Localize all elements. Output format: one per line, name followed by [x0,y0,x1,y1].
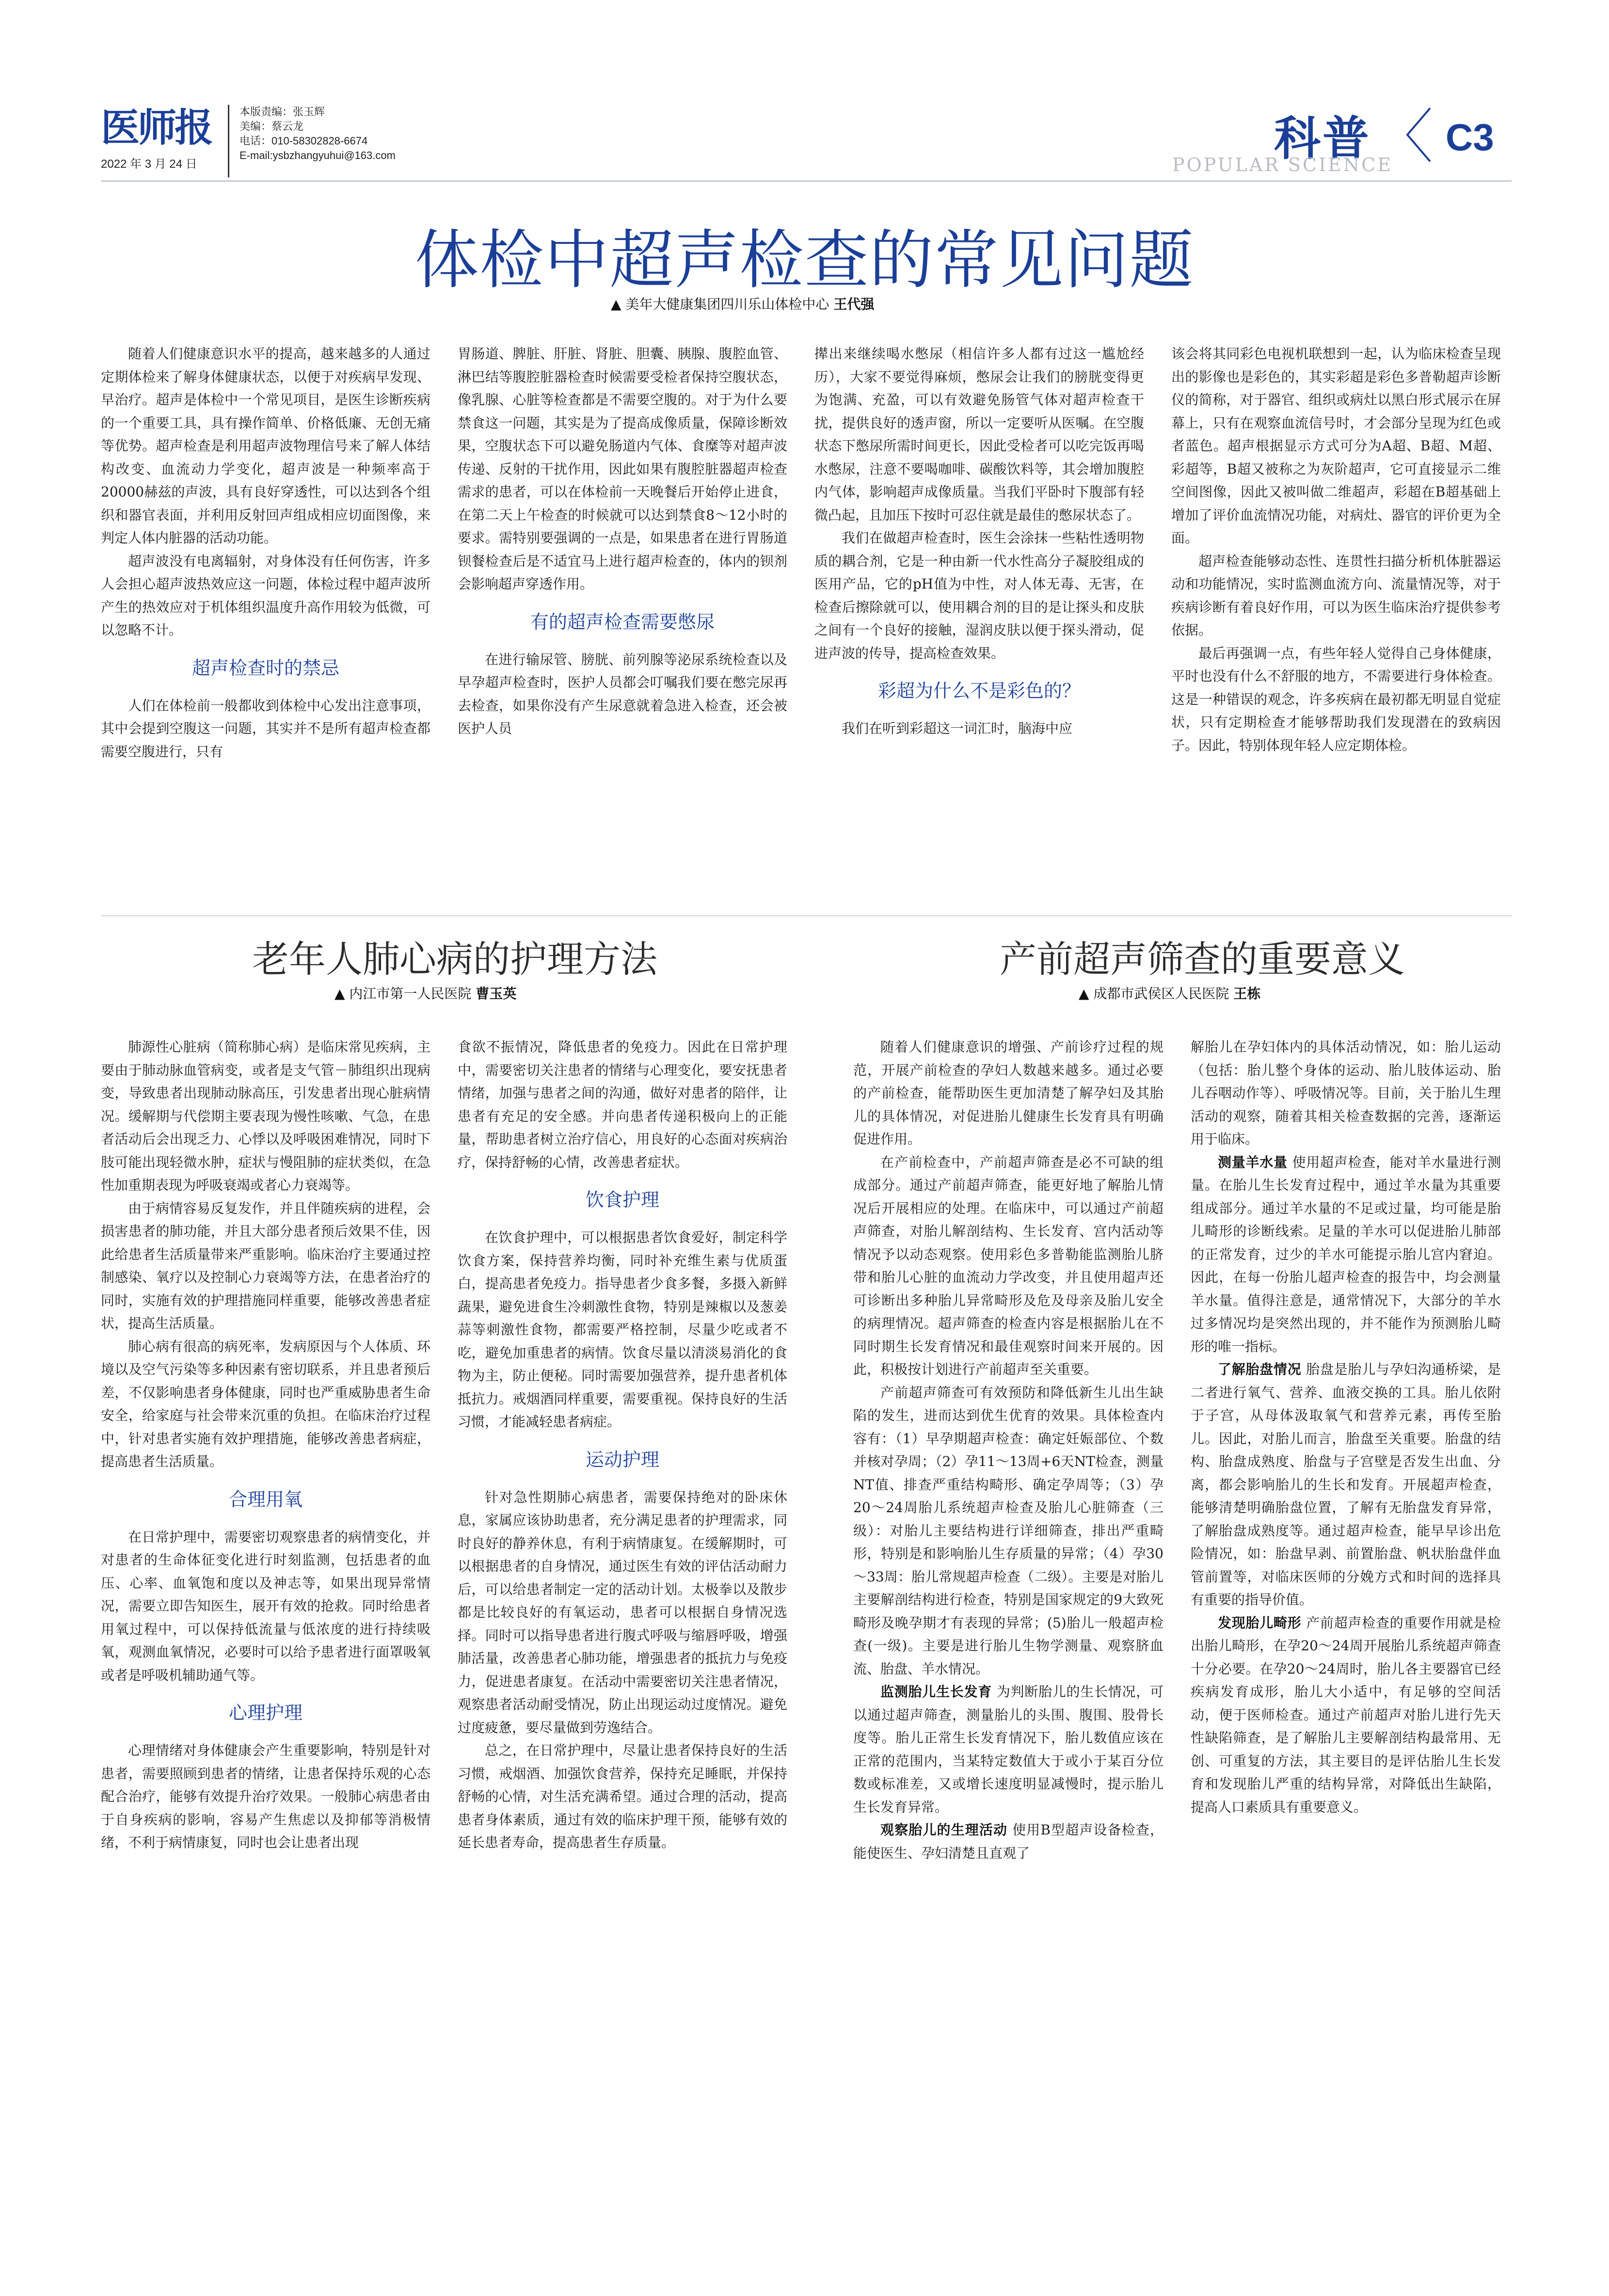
page-number: C3 [1446,116,1494,159]
paragraph [101,1739,430,1854]
paragraph [458,342,787,596]
subheading: 合理用氧 [228,1488,303,1510]
paragraph [1191,1151,1501,1358]
paragraph-text: 使用超声检查，能对羊水量进行测量。在胎儿生长发育过程中，通过羊水量为其重要组成部分。通过羊水量的不足或过量，均可能是胎儿畸形的诊断线索。足量的羊水可以促进胎儿肺部的正常发育，过少的羊水可能提示胎儿宫内窘迫。因此，在每一份胎儿超声检查的报告中，均会测量羊水量。值得注意是，通常情况下，大部分的羊水过多情况均是突然出现的，并不能作为预测胎儿畸形的唯一指标。 [1191,1154,1501,1355]
article-3-byline [1079,983,1260,1003]
paragraph [101,694,430,764]
paragraph-text: 使用B型超声设备检查，能使医生、孕妇清楚且直观了 [853,1822,1163,1861]
paragraph [1171,550,1501,642]
paragraph [853,1036,1163,1151]
subheading: 心理护理 [228,1702,303,1723]
article-1-column-3 [814,342,1144,740]
section-title-en: POPULAR SCIENCE [1172,154,1393,175]
paragraph-text: 产前超声筛查可有效预防和降低新生儿出生缺陷的发生，进而达到优生优育的效果。具体检查内容有：（1）早孕期超声检查：确定妊娠部位、个数并核对孕周；（2）孕11～13周+6天NT检查，测量NT值、排查严重结构畸形、确定孕周等；（3）孕20～24周胎儿系统超声检查及胎儿心脏筛查（三级）：对胎儿主要结构进行详细筛查，排出严重畸形，特别是和影响胎儿生存质量的异常；（4）孕30～33周：胎儿常规超声检查（二级）。主要是对胎儿主要解剖结构进行检查，特别是国家规定的9大致死畸形及晚孕期才有表现的异常；(5)胎儿一般超声检查(一级)。主要是进行胎儿生物学测量、观察脐血流、胎盘、羊水情况。 [853,1384,1163,1677]
masthead-divider [228,105,229,177]
paragraph-text: 肺源性心脏病（简称肺心病）是临床常见疾病，主要由于肺动脉血管病变，或者是支气管－肺组织出现病变，导致患者出现肺动脉高压，引发患者出现心脏病情况。缓解期与代偿期主要表现为慢性咳嗽、气急，在患者活动后会出现乏力、心悸以及呼吸困难情况，同时下肢可能出现轻微水肿，症状与慢阻肺的症状类似，在急性加重期表现为呼吸衰竭或者心力衰竭等。 [101,1039,430,1193]
paragraph [101,1197,430,1335]
paragraph [101,342,430,550]
subheading: 有的超声检查需要憋尿 [530,611,715,633]
paragraph-lead: 观察胎儿的生理活动 [880,1822,1008,1838]
paragraph [458,1036,787,1174]
paragraph-text: 超声检查能够动态性、连贯性扫描分析机体脏器运动和功能情况，实时监测血流方向、流量情况等，对于疾病诊断有着良好作用，可以为医生临床治疗提供参考依据。 [1171,553,1501,638]
paragraph [1191,1611,1501,1819]
paragraph-text: 该会将其同彩色电视机联想到一起，认为临床检查呈现出的影像也是彩色的，其实彩超是彩色多普勒超声诊断仪的简称，对于器官、组织或病灶以黑白形式展示在屏幕上，只有在观察血流信号时，才会部分呈现为红色或者蓝色。超声根据显示方式可分为A超、B超、M超、彩超等，B超又被称之为灰阶超声，它可直接显示二维空间图像，因此又被叫做二维超声，彩超在B超基础上增加了评价血流情况功能，对病灶、器官的评价更为全面。 [1171,346,1501,546]
paragraph-text: 人们在体检前一般都收到体检中心发出注意事项，其中会提到空腹这一问题，其实并不是所有超声检查都需要空腹进行，只有 [101,697,430,760]
byline-org: ▲ 美年大健康集团四川乐山体检中心 [611,296,829,312]
paragraph-text: 在进行输尿管、膀胱、前列腺等泌尿系统检查以及早孕超声检查时，医护人员都会叮嘱我们要在憋完尿再去检查，如果你没有产生尿意就着急进入检查，还会被医护人员 [458,651,787,736]
paragraph [814,526,1144,665]
paragraph [1191,1036,1501,1151]
paragraph-text: 随着人们健康意识水平的提高，越来越多的人通过定期体检来了解身体健康状态，以便于对疾病早发现、早治疗。超声是体检中一个常见项目，是医生诊断疾病的一个重要工具，具有操作简单、价格低廉、无创无痛等优势。超声检查是利用超声波物理信号来了解人体结构改变、血流动力学变化，超声波是一种频率高于20000赫兹的声波，具有良好穿透性，可以达到各个组织和器官表面，并利用反射回声组成相应切面图像，来判定人体内脏器的活动功能。 [101,346,430,546]
paragraph-text: 在饮食护理中，可以根据患者饮食爱好，制定科学饮食方案，保持营养均衡，同时补充维生素与优质蛋白，提高患者免疫力。指导患者少食多餐，多摄入新鲜蔬果，避免进食生冷刺激性食物，特别是辣椒以及葱姜蒜等刺激性食物，都需要严格控制，尽量少吃或者不吃，避免加重患者的病情。饮食尽量以清淡易消化的食物为主，防止便秘。同时需要加强营养，提升患者机体抵抗力。戒烟酒同样重要，需要重视。保持良好的生活习惯，才能减轻患者病症。 [458,1229,787,1430]
credit-editor: 本版责编：张玉辉 [239,106,325,118]
paragraph-text: 食欲不振情况，降低患者的免疫力。因此在日常护理中，需要密切关注患者的情绪与心理变化，要安抚患者情绪，加强与患者之间的沟通，做好对患者的陪伴，让患者有充足的安全感。并向患者传递积极向上的正能量，帮助患者树立治疗信心，用良好的心态面对疾病治疗，保持舒畅的心情，改善患者症状。 [458,1039,787,1170]
paragraph-text: 由于病情容易反复发作，并且伴随疾病的进程，会损害患者的肺功能，并且大部分患者预后效果不佳，因此给患者生活质量带来严重影响。临床治疗主要通过控制感染、氧疗以及控制心力衰竭等方法，在患者治疗的同时，实施有效的护理措施同样重要，能够改善患者症状，提高生活质量。 [101,1200,430,1331]
issue-date: 2022 年 3 月 24 日 [101,158,197,171]
subheading: 饮食护理 [585,1189,659,1211]
paragraph-lead: 监测胎儿生长发育 [880,1684,992,1700]
article-1-headline: 体检中超声检查的常见问题 [414,223,1195,298]
paragraph [814,342,1144,526]
article-3-column-1 [853,1036,1163,1865]
masthead-rule [101,180,1512,182]
paragraph [101,550,430,642]
paragraph-text: 为判断胎儿的生长情况，可以通过超声筛查，测量胎儿的头围、腹围、股骨长度等。胎儿正常生长发育情况下，胎儿数值应该在正常的范围内，当某特定数值大于或小于某百分位数或标准差，又或增长速度明显减慢时，提示胎儿生长发育异常。 [853,1684,1163,1815]
section-divider [101,915,1512,916]
paragraph [853,1151,1163,1381]
credit-email: E-mail:ysbzhangyuhui@163.com [239,149,396,161]
paragraph [853,1818,1163,1865]
byline-org: ▲ 内江市第一人民医院 [335,986,472,1002]
paragraph [1171,642,1501,757]
masthead-logo: 医师报 [101,105,211,150]
paragraph [458,648,787,740]
paragraph [101,1526,430,1687]
paragraph-text: 肺心病有很高的病死率，发病原因与个人体质、环境以及空气污染等多种因素有密切联系，并且患者预后差，不仅影响患者身体健康，同时也严重威胁患者生命安全，给家庭与社会带来沉重的负担。在临床治疗过程中，针对患者实施有效护理措施，能够改善患者病症，提高患者生活质量。 [101,1338,430,1469]
byline-author: 曹玉英 [476,986,517,1002]
paragraph [458,1486,787,1739]
paragraph [458,1226,787,1434]
paragraph-text: 最后再强调一点，有些年轻人觉得自己身体健康，平时也没有什么不舒服的地方，不需要进行身体检查。这是一种错误的观念，许多疾病在最初都无明显自觉症状，只有定期检查才能够帮助我们发现潜在的致病因子。因此，特别体现年轻人应定期体检。 [1171,645,1501,753]
chevron-left-icon [1403,106,1433,164]
paragraph-text: 撵出来继续喝水憋尿（相信许多人都有过这一尴尬经历），大家不要觉得麻烦，憋尿会让我们的膀胱变得更为饱满、充盈，可以有效避免肠管气体对超声检查干扰，提供良好的透声窗，所以一定要听从医嘱。在空腹状态下憋尿所需时间更长，因此受检者可以吃完饭再喝水憋尿，注意不要喝咖啡、碳酸饮料等，其会增加腹腔内气体，影响超声成像质量。当我们平卧时下腹部有轻微凸起，且加压下按时可忍住就是最佳的憋尿状态了。 [814,346,1144,523]
paragraph [101,1335,430,1473]
paragraph-text: 在产前检查中，产前超声筛查是必不可缺的组成部分。通过产前超声筛查，能更好地了解胎儿情况后开展相应的处理。在临床中，可以通过产前超声筛查，对胎儿解剖结构、生长发育、宫内活动等情况予以动态观察。使用彩色多普勒能监测胎儿脐带和胎儿心脏的血流动力学改变，并且使用超声还可诊断出多种胎儿异常畸形及危及母亲及胎儿安全的病理情况。超声筛查的检查内容是根据胎儿在不同时期生长发育情况和最佳观察时间来开展的。因此，积极按计划进行产前超声至关重要。 [853,1154,1163,1377]
article-1-column-2 [458,342,787,740]
credit-phone: 电话：010-58302828-6674 [239,135,368,147]
article-1-column-4 [1171,342,1501,757]
paragraph [101,1036,430,1197]
paragraph-text: 胃肠道、脾脏、肝脏、肾脏、胆囊、胰腺、腹腔血管、淋巴结等腹腔脏器检查时候需要受检者保持空腹状态，像乳腺、心脏等检查都是不需要空腹的。对于为什么要禁食这一问题，其实是为了提高成像质量，保障诊断效果，空腹状态下可以避免肠道内气体、食糜等对超声波传递、反射的干扰作用，因此如果有腹腔脏器超声检查需求的患者，可以在体检前一天晚餐后开始停止进食，在第二天上午检查的时候就可以达到禁食8～12小时的要求。需特别要强调的一点是，如果患者在进行胃肠道钡餐检查后是不适宜马上进行超声检查的，体内的钡剂会影响超声穿透作用。 [458,346,787,592]
subheading: 运动护理 [585,1449,659,1470]
paragraph-text: 在日常护理中，需要密切观察患者的病情变化，并对患者的生命体征变化进行时刻监测，包括患者的血压、心率、血氧饱和度以及神志等，如果出现异常情况，需要立即告知医生，展开有效的抢救。同时给患者用氧过程中，可以保持低流量与低浓度的进行持续吸氧，观测血氧情况，必要时可以给予患者进行面罩吸氧或者是呼吸机辅助通气等。 [101,1529,430,1683]
paragraph [853,1680,1163,1818]
paragraph-text: 随着人们健康意识的增强、产前诊疗过程的规范，开展产前检查的孕妇人数越来越多。通过必要的产前检查，能帮助医生更加清楚了解孕妇及其胎儿的具体情况，对促进胎儿健康生长发育具有明确促进作用。 [853,1039,1163,1147]
section-title: 科普 [1274,112,1371,166]
paragraph-text: 产前超声检查的重要作用就是检出胎儿畸形，在孕20～24周开展胎儿系统超声筛查十分必要。在孕20～24周时，胎儿各主要器官已经疾病发育成形，胎儿大小适中，有足够的空间活动，便于医师检查。通过产前超声对胎儿进行先天性缺陷筛查，是了解胎儿主要解剖结构最常用、无创、可重复的方法，其主要目的是评估胎儿生长发育和发现胎儿严重的结构异常，对降低出生缺陷，提高人口素质具有重要意义。 [1191,1614,1501,1815]
paragraph-text: 解胎儿在孕妇体内的具体活动情况，如：胎儿运动（包括：胎儿整个身体的运动、胎儿肢体运动、胎儿吞咽动作等）、呼吸情况等。目前，关于胎儿生理活动的观察，随着其相关检查数据的完善，逐渐运用于临床。 [1191,1039,1501,1147]
paragraph-text: 总之，在日常护理中，尽量让患者保持良好的生活习惯，戒烟酒、加强饮食营养，保持充足睡眠，并保持舒畅的心情，对生活充满希望。通过合理的活动，提高患者身体素质，通过有效的临床护理干预，能够有效的延长患者寿命，提高患者生存质量。 [458,1742,787,1850]
paragraph-text: 心理情绪对身体健康会产生重要影响，特别是针对患者，需要照顾到患者的情绪，让患者保持乐观的心态配合治疗，能够有效提升治疗效果。一般肺心病患者由于自身疾病的影响，容易产生焦虑以及抑郁等消极情绪，不利于病情康复，同时也会让患者出现 [101,1742,430,1850]
paragraph-text: 超声波没有电离辐射，对身体没有任何伤害，许多人会担心超声波热效应这一问题，体检过程中超声波所产生的热效应对于机体组织温度升高作用较为低微，可以忽略不计。 [101,553,430,638]
article-3-headline: 产前超声筛查的重要意义 [1000,938,1405,981]
paragraph-lead: 测量羊水量 [1218,1154,1288,1170]
paragraph-text: 针对急性期肺心病患者，需要保持绝对的卧床休息，家属应该协助患者，充分满足患者的护理需求，同时良好的静养休息，有利于病情康复。在缓解期时，可以根据患者的自身情况，通过医生有效的评估活动耐力后，可以给患者制定一定的活动计划。太极拳以及散步都是比较良好的有氧运动，患者可以根据自身情况选择。同时可以指导患者进行腹式呼吸与缩唇呼吸，增强肺活量，改善患者心肺功能，增强患者的抵抗力与免疫力，促进患者康复。在活动中需要密切关注患者情况，观察患者活动耐受情况，防止出现运动过度情况。避免过度疲惫，要尽量做到劳逸结合。 [458,1489,787,1736]
article-2-column-1 [101,1036,430,1854]
paragraph-text: 胎盘是胎儿与孕妇沟通桥梁，是二者进行氧气、营养、血液交换的工具。胎儿依附于子宫，从母体汲取氧气和营养元素，再传至胎儿。因此，对胎儿而言，胎盘至关重要。胎盘的结构、胎盘成熟度、胎盘与子宫壁是否发生出血、分离，都会影响胎儿的生长和发育。开展超声检查，能够清楚明确胎盘位置，了解有无胎盘发育异常，了解胎盘成熟度等。通过超声检查，能早早诊出危险情况，如：胎盘早剥、前置胎盘、帆状胎盘伴血管前置等，对临床医师的分娩方式和时间的选择具有重要的指导价值。 [1191,1361,1501,1608]
credit-designer: 美编：蔡云龙 [239,120,304,132]
subheading: 超声检查时的禁忌 [191,657,339,679]
paragraph [1171,342,1501,550]
byline-org: ▲ 成都市武侯区人民医院 [1079,986,1229,1002]
article-2-headline: 老年人肺心病的护理方法 [252,938,657,981]
article-3-column-2 [1191,1036,1501,1818]
paragraph-text: 我们在做超声检查时，医生会涂抹一些粘性透明物质的耦合剂，它是一种由新一代水性高分子凝胶组成的医用产品，它的pH值为中性，对人体无毒、无害，在检查后擦除就可以，使用耦合剂的目的是让探头和皮肤之间有一个良好的接触，湿润皮肤以便于探头滑动，促进声波的传导，提高检查效果。 [814,530,1144,661]
article-2-byline [335,983,516,1003]
article-1-byline [611,294,874,313]
paragraph [458,1739,787,1854]
byline-author: 王栋 [1233,986,1261,1002]
paragraph [1191,1358,1501,1611]
paragraph-lead: 了解胎盘情况 [1218,1361,1302,1377]
article-1-column-1 [101,342,430,763]
editor-credits [239,105,396,163]
paragraph [814,717,1144,740]
paragraph-lead: 发现胎儿畸形 [1218,1614,1302,1631]
paragraph [853,1381,1163,1681]
paragraph-text: 我们在听到彩超这一词汇时，脑海中应 [842,720,1073,736]
byline-author: 王代强 [833,296,875,312]
subheading: 彩超为什么不是彩色的？ [877,680,1081,702]
article-2-column-2 [458,1036,787,1854]
